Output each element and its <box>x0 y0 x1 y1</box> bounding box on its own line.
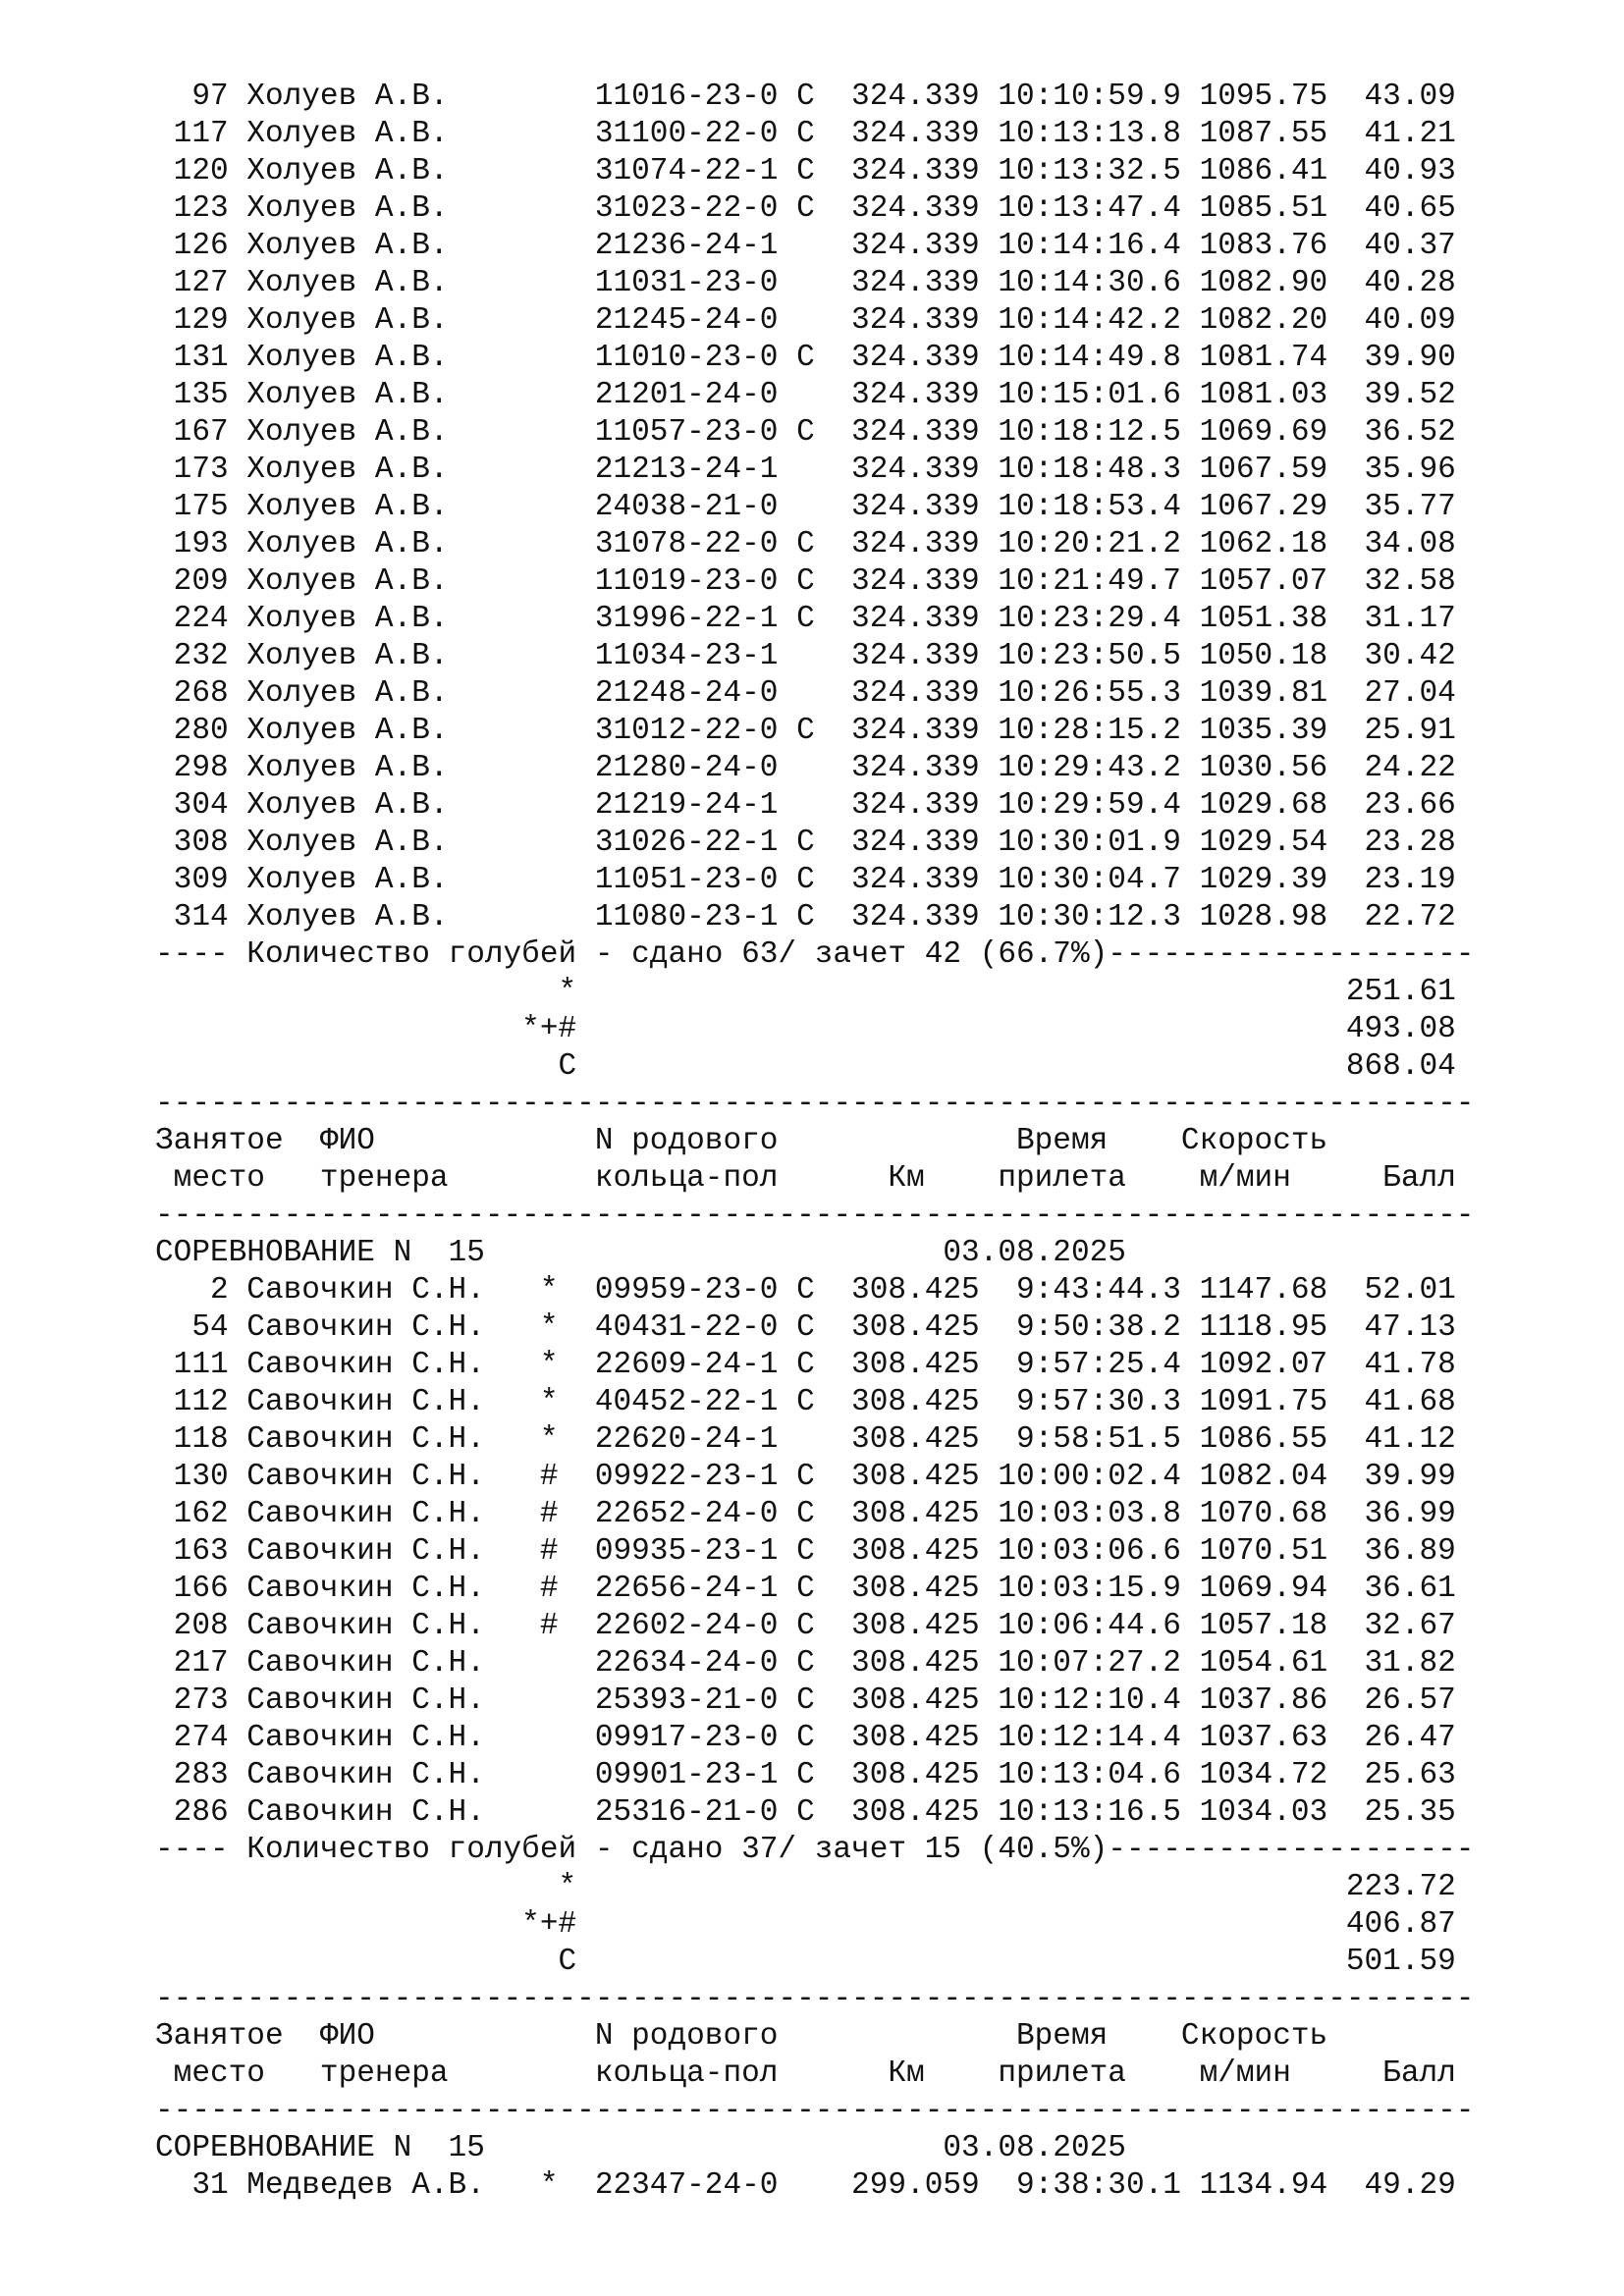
report-line: 163 Савочкин С.Н. # 09935-23-1 C 308.425 10:03:06.6 1070.51 36.89 <box>155 1534 1456 1569</box>
report-line: 31 Медведев А.В. * 22347-24-0 299.059 9:38:30.1 1134.94 49.29 <box>155 2168 1456 2203</box>
report-line: 131 Холуев А.В. 11010-23-0 C 324.339 10:14:49.8 1081.74 39.90 <box>155 341 1456 375</box>
report-line: 117 Холуев А.В. 31100-22-0 C 324.339 10:13:13.8 1087.55 41.21 <box>155 117 1456 151</box>
report-line: ------------------------------------------------------------------------ <box>155 1982 1475 2016</box>
report-line: 232 Холуев А.В. 11034-23-1 324.339 10:23:50.5 1050.18 30.42 <box>155 639 1456 673</box>
report-line: 193 Холуев А.В. 31078-22-0 C 324.339 10:20:21.2 1062.18 34.08 <box>155 527 1456 561</box>
report-line: 126 Холуев А.В. 21236-24-1 324.339 10:14:16.4 1083.76 40.37 <box>155 229 1456 263</box>
report-line: 208 Савочкин С.Н. # 22602-24-0 C 308.425 10:06:44.6 1057.18 32.67 <box>155 1609 1456 1643</box>
report-line: C 868.04 <box>155 1049 1456 1084</box>
report-line: 162 Савочкин С.Н. # 22652-24-0 C 308.425 10:03:03.8 1070.68 36.99 <box>155 1497 1456 1531</box>
report-line: 135 Холуев А.В. 21201-24-0 324.339 10:15:01.6 1081.03 39.52 <box>155 378 1456 412</box>
report-line: 2 Савочкин С.Н. * 09959-23-0 C 308.425 9:43:44.3 1147.68 52.01 <box>155 1273 1456 1308</box>
report-line: место тренера кольца-пол Км прилета м/мин Балл <box>155 1161 1456 1196</box>
report-line: 309 Холуев А.В. 11051-23-0 C 324.339 10:30:04.7 1029.39 23.19 <box>155 863 1456 897</box>
results-report <box>155 79 1474 2205</box>
report-line: 224 Холуев А.В. 31996-22-1 C 324.339 10:23:29.4 1051.38 31.17 <box>155 602 1456 636</box>
report-line: *+# 493.08 <box>155 1012 1456 1046</box>
report-line: 173 Холуев А.В. 21213-24-1 324.339 10:18:48.3 1067.59 35.96 <box>155 453 1456 487</box>
report-line: * 251.61 <box>155 975 1456 1009</box>
report-line: Занятое ФИО N родового Время Скорость <box>155 1124 1328 1158</box>
report-line: 130 Савочкин С.Н. # 09922-23-1 C 308.425 10:00:02.4 1082.04 39.99 <box>155 1460 1456 1494</box>
report-line: 97 Холуев А.В. 11016-23-0 C 324.339 10:10:59.9 1095.75 43.09 <box>155 80 1456 114</box>
report-line: 118 Савочкин С.Н. * 22620-24-1 308.425 9:58:51.5 1086.55 41.12 <box>155 1422 1456 1457</box>
report-line: ---- Количество голубей - сдано 37/ зачет 15 (40.5%)-------------------- <box>155 1833 1475 1867</box>
report-line: 127 Холуев А.В. 11031-23-0 324.339 10:14:30.6 1082.90 40.28 <box>155 266 1456 300</box>
report-line: 166 Савочкин С.Н. # 22656-24-1 C 308.425 10:03:15.9 1069.94 36.61 <box>155 1572 1456 1606</box>
report-line: СОРЕВНОВАНИЕ N 15 03.08.2025 <box>155 1236 1126 1270</box>
report-line: 175 Холуев А.В. 24038-21-0 324.339 10:18:53.4 1067.29 35.77 <box>155 490 1456 524</box>
report-line: 314 Холуев А.В. 11080-23-1 C 324.339 10:30:12.3 1028.98 22.72 <box>155 900 1456 934</box>
report-line: 209 Холуев А.В. 11019-23-0 C 324.339 10:21:49.7 1057.07 32.58 <box>155 564 1456 599</box>
report-line: 274 Савочкин С.Н. 09917-23-0 C 308.425 10:12:14.4 1037.63 26.47 <box>155 1721 1456 1755</box>
report-line: 123 Холуев А.В. 31023-22-0 C 324.339 10:13:47.4 1085.51 40.65 <box>155 191 1456 226</box>
report-line: 308 Холуев А.В. 31026-22-1 C 324.339 10:30:01.9 1029.54 23.28 <box>155 826 1456 860</box>
report-line: Занятое ФИО N родового Время Скорость <box>155 2019 1328 2054</box>
report-line: 286 Савочкин С.Н. 25316-21-0 C 308.425 10:13:16.5 1034.03 25.35 <box>155 1795 1456 1830</box>
report-line: 167 Холуев А.В. 11057-23-0 C 324.339 10:18:12.5 1069.69 36.52 <box>155 415 1456 450</box>
report-line: место тренера кольца-пол Км прилета м/мин Балл <box>155 2056 1456 2091</box>
report-line: ------------------------------------------------------------------------ <box>155 1199 1475 1233</box>
report-line: 129 Холуев А.В. 21245-24-0 324.339 10:14:42.2 1082.20 40.09 <box>155 303 1456 338</box>
report-line: 111 Савочкин С.Н. * 22609-24-1 C 308.425 9:57:25.4 1092.07 41.78 <box>155 1348 1456 1382</box>
report-line: 304 Холуев А.В. 21219-24-1 324.339 10:29:59.4 1029.68 23.66 <box>155 788 1456 823</box>
report-line: 298 Холуев А.В. 21280-24-0 324.339 10:29:43.2 1030.56 24.22 <box>155 751 1456 785</box>
report-line: 120 Холуев А.В. 31074-22-1 C 324.339 10:13:32.5 1086.41 40.93 <box>155 154 1456 188</box>
report-line: 268 Холуев А.В. 21248-24-0 324.339 10:26:55.3 1039.81 27.04 <box>155 676 1456 711</box>
report-line: * 223.72 <box>155 1870 1456 1904</box>
report-line: 283 Савочкин С.Н. 09901-23-1 C 308.425 10:13:04.6 1034.72 25.63 <box>155 1758 1456 1792</box>
report-line: 112 Савочкин С.Н. * 40452-22-1 C 308.425 9:57:30.3 1091.75 41.68 <box>155 1385 1456 1419</box>
report-line: ------------------------------------------------------------------------ <box>155 1087 1475 1121</box>
report-line: C 501.59 <box>155 1945 1456 1979</box>
report-line: 280 Холуев А.В. 31012-22-0 C 324.339 10:28:15.2 1035.39 25.91 <box>155 714 1456 748</box>
report-line: *+# 406.87 <box>155 1907 1456 1942</box>
report-line: 273 Савочкин С.Н. 25393-21-0 C 308.425 10:12:10.4 1037.86 26.57 <box>155 1683 1456 1718</box>
report-line: ---- Количество голубей - сдано 63/ зачет 42 (66.7%)-------------------- <box>155 937 1475 972</box>
report-line: 217 Савочкин С.Н. 22634-24-0 C 308.425 10:07:27.2 1054.61 31.82 <box>155 1646 1456 1681</box>
report-line: 54 Савочкин С.Н. * 40431-22-0 C 308.425 9:50:38.2 1118.95 47.13 <box>155 1310 1456 1345</box>
report-line: СОРЕВНОВАНИЕ N 15 03.08.2025 <box>155 2131 1126 2165</box>
report-line: ------------------------------------------------------------------------ <box>155 2094 1475 2128</box>
